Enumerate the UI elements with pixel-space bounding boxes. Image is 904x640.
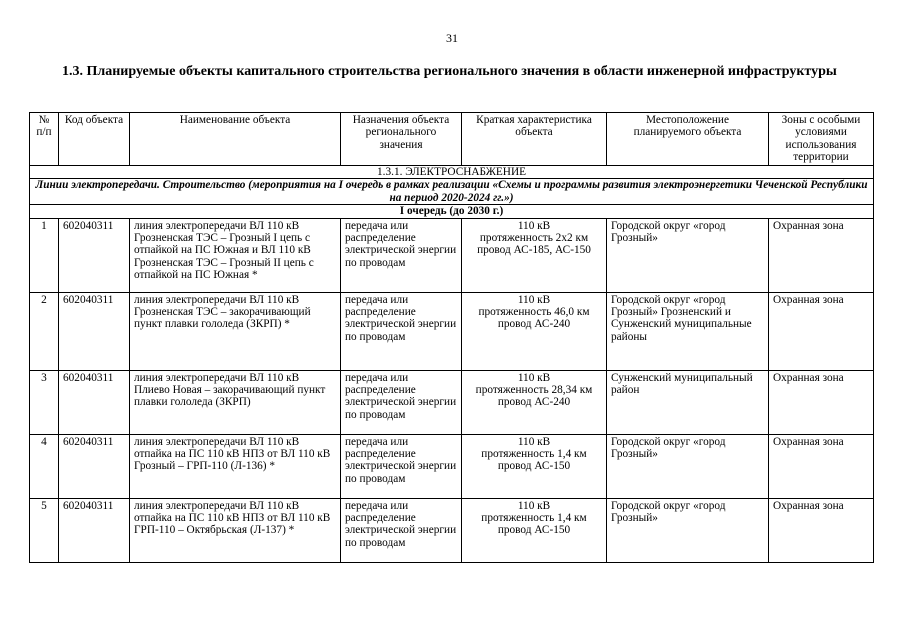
- cell-code: 602040311: [59, 498, 130, 562]
- header-purpose: Назначения объекта регионального значения: [341, 113, 462, 166]
- planned-objects-table: [29, 112, 874, 563]
- cell-name: линия электропередачи ВЛ 110 кВ отпайка на ПС 110 кВ НПЗ от ВЛ 110 кВ Грозный – ГРП-110 (Л-136) *: [130, 434, 341, 498]
- subsection-row: [30, 179, 874, 205]
- section-row: [30, 166, 874, 179]
- cell-characteristics: [462, 498, 607, 562]
- cell-code: 602040311: [59, 434, 130, 498]
- table-row: [30, 434, 874, 498]
- char-voltage: 110 кВ: [517, 293, 551, 306]
- page-number: 31: [446, 31, 458, 45]
- char-wire: провод АС-185, АС-150: [477, 244, 591, 257]
- char-wire: провод АС-240: [497, 318, 571, 331]
- char-length: протяженность 2х2 км: [479, 232, 589, 245]
- subsection-title: Линии электропередачи. Строительство (мероприятия на I очередь в рамках реализации «Схемы и программы развития электроэнергетики Чеченской Республики на период 2020-2024 гг.»): [30, 179, 874, 205]
- cell-code: 602040311: [59, 292, 130, 370]
- cell-zone: Охранная зона: [769, 292, 874, 370]
- cell-zone: Охранная зона: [769, 434, 874, 498]
- char-voltage: 110 кВ: [517, 499, 551, 512]
- table-row: [30, 498, 874, 562]
- cell-purpose: передача или распределение электрической энергии по проводам: [341, 434, 462, 498]
- cell-characteristics: [462, 434, 607, 498]
- char-wire: провод АС-150: [497, 460, 571, 473]
- char-voltage: 110 кВ: [517, 371, 551, 384]
- cell-num: 4: [30, 434, 59, 498]
- section-title: 1.3.1. ЭЛЕКТРОСНАБЖЕНИЕ: [30, 166, 874, 179]
- cell-purpose: передача или распределение электрической энергии по проводам: [341, 498, 462, 562]
- cell-location: Сунженский муниципальный район: [607, 370, 769, 434]
- cell-characteristics: [462, 218, 607, 292]
- header-characteristics: Краткая характеристика объекта: [462, 113, 607, 166]
- table-header-row: [30, 113, 874, 166]
- header-name: Наименование объекта: [130, 113, 341, 166]
- char-length: протяженность 1,4 км: [481, 448, 587, 461]
- cell-location: Городской округ «город Грозный»: [607, 218, 769, 292]
- cell-zone: Охранная зона: [769, 218, 874, 292]
- cell-zone: Охранная зона: [769, 498, 874, 562]
- cell-num: 2: [30, 292, 59, 370]
- char-voltage: 110 кВ: [517, 435, 551, 448]
- table-row: [30, 218, 874, 292]
- cell-purpose: передача или распределение электрической энергии по проводам: [341, 218, 462, 292]
- cell-name: линия электропередачи ВЛ 110 кВ Грозненская ТЭС – Грозный I цепь с отпайкой на ПС Южная и ВЛ 110 кВ Грозненская ТЭС – Грозный II цепь с отпайкой на ПС Южная *: [130, 218, 341, 292]
- cell-num: 1: [30, 218, 59, 292]
- cell-location: Городской округ «город Грозный»: [607, 434, 769, 498]
- cell-num: 3: [30, 370, 59, 434]
- cell-name: линия электропередачи ВЛ 110 кВ Плиево Новая – закорачивающий пункт плавки гололеда (ЗКРП): [130, 370, 341, 434]
- char-length: протяженность 1,4 км: [481, 512, 587, 525]
- cell-name: линия электропередачи ВЛ 110 кВ отпайка на ПС 110 кВ НПЗ от ВЛ 110 кВ ГРП-110 – Октябрьская (Л-137) *: [130, 498, 341, 562]
- char-voltage: 110 кВ: [517, 219, 551, 232]
- cell-num: 5: [30, 498, 59, 562]
- cell-zone: Охранная зона: [769, 370, 874, 434]
- cell-code: 602040311: [59, 370, 130, 434]
- cell-code: 602040311: [59, 218, 130, 292]
- section-heading: 1.3. Планируемые объекты капитального строительства регионального значения в области инженерной инфраструктуры: [62, 64, 837, 79]
- char-wire: провод АС-240: [497, 396, 571, 409]
- queue-row: [30, 205, 874, 218]
- cell-purpose: передача или распределение электрической энергии по проводам: [341, 292, 462, 370]
- cell-characteristics: [462, 370, 607, 434]
- queue-title: I очередь (до 2030 г.): [30, 205, 874, 218]
- table-row: [30, 292, 874, 370]
- header-num: № п/п: [30, 113, 59, 166]
- cell-purpose: передача или распределение электрической энергии по проводам: [341, 370, 462, 434]
- table-row: [30, 370, 874, 434]
- char-length: протяженность 46,0 км: [478, 306, 590, 319]
- char-length: протяженность 28,34 км: [475, 384, 593, 397]
- char-wire: провод АС-150: [497, 524, 571, 537]
- cell-location: Городской округ «город Грозный» Грозненский и Сунженский муниципальные районы: [607, 292, 769, 370]
- cell-name: линия электропередачи ВЛ 110 кВ Грозненская ТЭС – закорачивающий пункт плавки гололеда (ЗКРП) *: [130, 292, 341, 370]
- header-location: Местоположение планируемого объекта: [607, 113, 769, 166]
- header-code: Код объекта: [59, 113, 130, 166]
- header-zones: Зоны с особыми условиями использования территории: [769, 113, 874, 166]
- cell-location: Городской округ «город Грозный»: [607, 498, 769, 562]
- cell-characteristics: [462, 292, 607, 370]
